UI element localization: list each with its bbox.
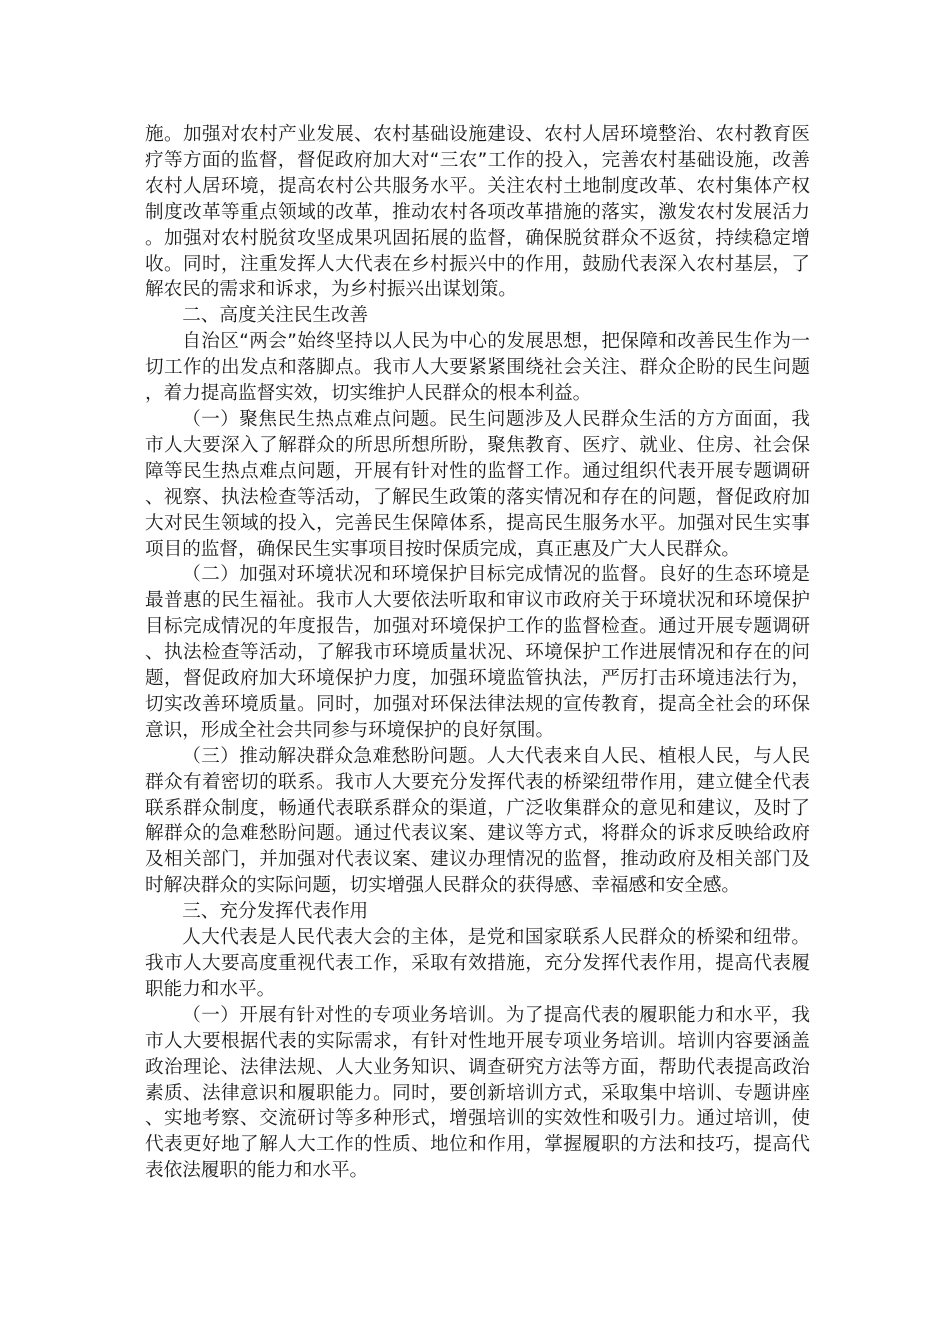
paragraph-deputies-intro: 人大代表是人民代表大会的主体，是党和国家联系人民群众的桥梁和纽带。我市人大要高度重视代表工作，采取有效措施，充分发挥代表作用，提高代表履职能力和水平。	[145, 927, 810, 1000]
section-heading-livelihood: 二、高度关注民生改善	[182, 305, 369, 327]
document-body	[145, 122, 810, 1184]
paragraph-deputies-training: （一）开展有针对性的专项业务培训。为了提高代表的履职能力和水平，我市人大要根据代表的实际需求，有针对性地开展专项业务培训。培训内容要涵盖政治理论、法律法规、人大业务知识、调查研究方法等方面，帮助代表提高政治素质、法律意识和履职能力。同时，要创新培训方式，采取集中培训、专题讲座、实地考察、交流研讨等多种形式，增强培训的实效性和吸引力。通过培训，使代表更好地了解人大工作的性质、地位和作用，掌握履职的方法和技巧，提高代表依法履职的能力和水平。	[145, 1004, 810, 1182]
paragraph-livelihood-hotspots: （一）聚焦民生热点难点问题。民生问题涉及人民群众生活的方方面面，我市人大要深入了解群众的所思所想所盼，聚焦教育、医疗、就业、住房、社会保障等民生热点难点问题，开展有针对性的监督工作。通过组织代表开展专题调研、视察、执法检查等活动，了解民生政策的落实情况和存在的问题，督促政府加大对民生领域的投入，完善民生保障体系，提高民生服务水平。加强对民生实事项目的监督，确保民生实事项目按时保质完成，真正惠及广大人民群众。	[145, 408, 810, 560]
paragraph-livelihood-intro: 自治区“两会”始终坚持以人民为中心的发展思想，把保障和改善民生作为一切工作的出发点和落脚点。我市人大要紧紧围绕社会关注、群众企盼的民生问题，着力提高监督实效，切实维护人民群众的根本利益。	[145, 331, 810, 405]
section-heading-deputies: 三、充分发挥代表作用	[182, 901, 369, 923]
paragraph-rural-supervision: 施。加强对农村产业发展、农村基础设施建设、农村人居环境整治、农村教育医疗等方面的监督，督促政府加大对“三农”工作的投入，完善农村基础设施，改善农村人居环境，提高农村公共服务水平。关注农村土地制度改革、农村集体产权制度改革等重点领域的改革，推动农村各项改革措施的落实，激发农村发展活力。加强对农村脱贫攻坚成果巩固拓展的监督，确保脱贫群众不返贫，持续稳定增收。同时，注重发挥人大代表在乡村振兴中的作用，鼓励代表深入农村基层，了解农民的需求和诉求，为乡村振兴出谋划策。	[145, 124, 810, 301]
paragraph-urgent-issues: （三）推动解决群众急难愁盼问题。人大代表来自人民、植根人民，与人民群众有着密切的联系。我市人大要充分发挥代表的桥梁纽带作用，建立健全代表联系群众制度，畅通代表联系群众的渠道，广泛收集群众的意见和建议，及时了解群众的急难愁盼问题。通过代表议案、建议等方式，将群众的诉求反映给政府及相关部门，并加强对代表议案、建议办理情况的监督，推动政府及相关部门及时解决群众的实际问题，切实增强人民群众的获得感、幸福感和安全感。	[145, 745, 810, 897]
paragraph-environment-supervision: （二）加强对环境状况和环境保护目标完成情况的监督。良好的生态环境是最普惠的民生福祉。我市人大要依法听取和审议市政府关于环境状况和环境保护目标完成情况的年度报告，加强对环境保护工作的监督检查。通过开展专题调研、执法检查等活动，了解我市环境质量状况、环境保护工作进展情况和存在的问题，督促政府加大环境保护力度，加强环境监管执法，严厉打击环境违法行为，切实改善环境质量。同时，加强对环保法律法规的宣传教育，提高全社会的环保意识，形成全社会共同参与环境保护的良好氛围。	[145, 564, 810, 741]
